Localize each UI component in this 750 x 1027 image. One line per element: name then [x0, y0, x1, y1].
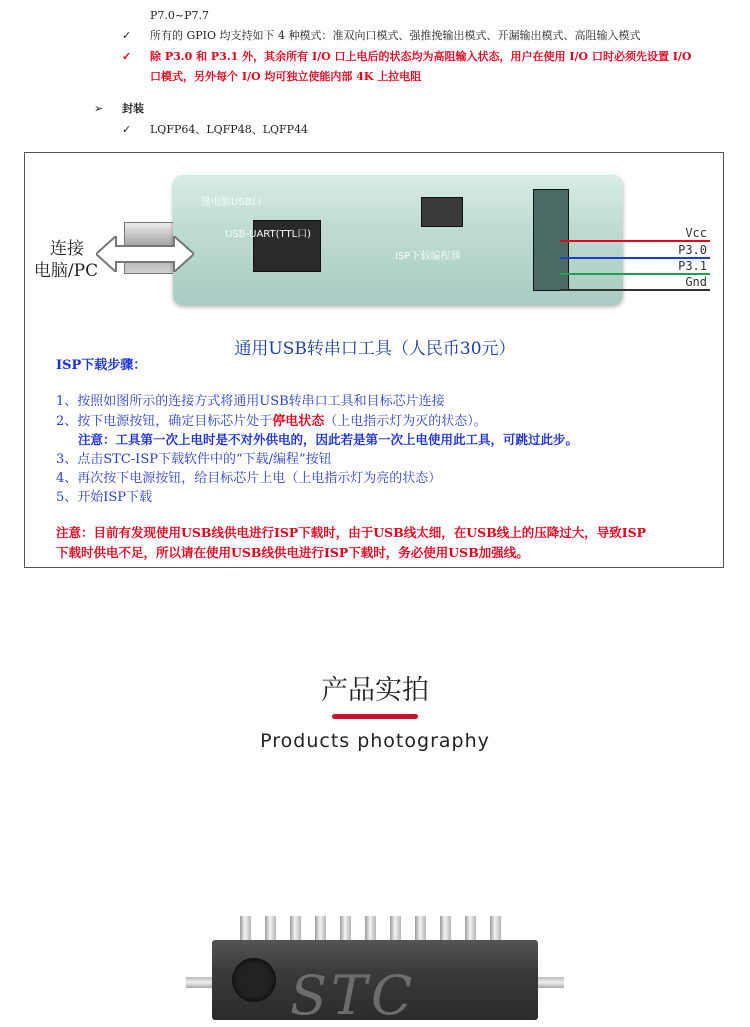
isp-step-1: 1、按照如图所示的连接方式将通用USB转串口工具和目标芯片连接 [56, 394, 445, 409]
isp-step-5: 5、开始ISP下载 [56, 490, 153, 505]
spec-io-state-line1: 除 P3.0 和 P3.1 外，其余所有 I/O 口上电后的状态均为高阻输入状态，用户在使用 I/O 口时必须先设置 I/O [150, 50, 692, 63]
usb-warning-line2: 下载时供电不足，所以请在使用USB线供电进行ISP下载时，务必使用USB加强线。 [56, 545, 529, 560]
isp-step-2-text-a: 2、按下电源按钮，确定目标芯片处于 [56, 414, 273, 429]
isp-step-2-text-b: （上电指示灯为灭的状态）。 [324, 414, 487, 429]
check-icon: ✓ [122, 50, 132, 63]
wire-label-gnd: Gnd [685, 275, 707, 289]
wire-label-p30: P3.0 [678, 243, 707, 257]
wire-gnd [560, 289, 710, 291]
chip-side-pin [186, 977, 214, 988]
wire-vcc [560, 240, 710, 242]
wire-label-vcc: Vcc [685, 226, 707, 240]
check-icon: ✓ [122, 29, 132, 42]
chip-side-pin [536, 977, 564, 988]
section-accent-bar [332, 714, 418, 719]
isp-step-2 [56, 410, 487, 429]
usb-warning-line1: 注意：目前有发现使用USB线供电进行ISP下载时，由于USB线太细，在USB线上的压降过大，导致ISP [56, 525, 647, 540]
spec-io-state-line2: 口模式，另外每个 I/O 均可独立使能内部 4K 上拉电阻 [150, 70, 422, 83]
check-icon: ✓ [122, 123, 132, 136]
wire-label-p31: P3.1 [678, 259, 707, 273]
isp-step-4: 4、再次按下电源按钮，给目标芯片上电（上电指示灯为亮的状态） [56, 471, 442, 486]
chip-logo-text: STC [290, 964, 417, 1027]
double-arrow-icon [96, 236, 194, 272]
isp-step-2-highlight: 停电状态 [272, 414, 325, 429]
isp-steps-title: ISP下载步骤： [56, 358, 147, 373]
board-label-isp: ISP下载编程器 [395, 251, 461, 262]
arrow-bullet-icon: ➢ [94, 102, 104, 115]
regulator-chip [421, 197, 463, 227]
package-heading: 封装 [122, 102, 144, 115]
section-title: 产品实拍 [321, 675, 429, 706]
section-subtitle: Products photography [260, 730, 490, 752]
isp-step-3: 3、点击STC-ISP下载软件中的“下载/编程”按钮 [56, 452, 332, 467]
chip-pin1-mark [232, 958, 276, 1002]
usb-serial-board-image [173, 175, 623, 305]
package-list: LQFP64、LQFP48、LQFP44 [150, 123, 309, 136]
tool-caption: 通用USB转串口工具（人民币30元） [234, 339, 516, 359]
board-label-usb: 接电脑USB口 [201, 197, 262, 208]
connect-pc-label-line1: 连接 [50, 239, 84, 259]
board-label-uart: USB-UART(TTL口) [225, 229, 312, 240]
spec-port-range: P7.0~P7.7 [150, 9, 210, 22]
connect-pc-label-line2: 电脑/PC [33, 261, 99, 281]
isp-note: 注意：工具第一次上电时是不对外供电的，因此若是第一次上电使用此工具，可跳过此步。 [78, 432, 579, 447]
spec-gpio-modes: 所有的 GPIO 均支持如下 4 种模式：准双向口模式、强推挽输出模式、开漏输出模式、高阻输入模式 [150, 29, 641, 42]
